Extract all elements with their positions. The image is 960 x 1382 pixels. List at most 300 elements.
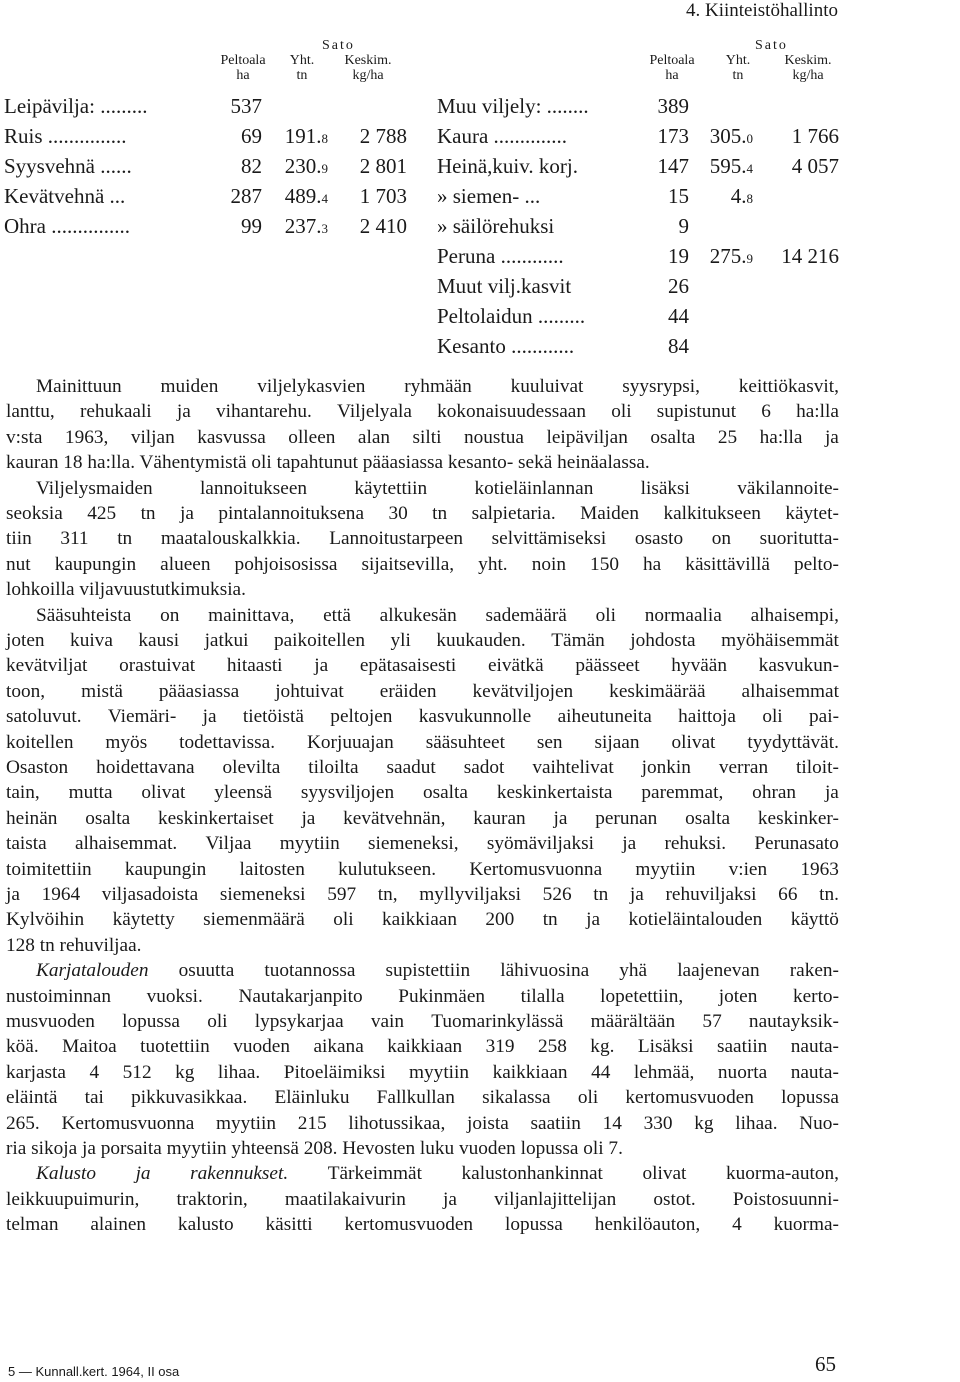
crop-label: Leipävilja: ......... [4, 94, 148, 118]
word: Nautakarjanpito [238, 985, 363, 1007]
word: ja [553, 807, 568, 829]
yht-integer: 237. [284, 214, 322, 238]
word: eläintä [6, 1087, 58, 1109]
word: mainittava, [208, 604, 295, 626]
word: Maitoa [62, 1036, 117, 1058]
word: rehukaali [79, 401, 152, 423]
word: kertomusvuoden [344, 1214, 474, 1236]
text-line [6, 1212, 839, 1237]
col-peltoala-heading [642, 53, 702, 83]
yht-integer: 305. [709, 124, 747, 148]
word: normaalia [644, 604, 722, 626]
peltoala-value: 537 [230, 94, 262, 118]
word: 30 [388, 503, 408, 524]
col-keskim-heading [778, 53, 838, 83]
word: eivätkä [487, 655, 544, 677]
word: kasvussa [197, 426, 266, 448]
word: 258 [537, 1036, 567, 1058]
word: keskinkertaiset [157, 807, 274, 829]
word: ja [202, 706, 217, 728]
yht-value [683, 241, 753, 274]
text-line [6, 653, 839, 678]
word: kuorma-auton, [725, 1163, 839, 1185]
word: ja [824, 426, 839, 448]
word: oli [207, 1011, 228, 1032]
running-header: 4. Kiinteistöhallinto [686, 0, 838, 21]
word: olivat [642, 1163, 687, 1185]
word: sääsuhteet [425, 731, 505, 753]
word: Mainittuun [36, 376, 122, 397]
crop-label: Kesanto ............ [437, 334, 575, 358]
yht-decimal: 3 [321, 221, 328, 236]
word: karjasta [6, 1061, 66, 1083]
yht-decimal: 0 [746, 131, 753, 146]
word: nauta- [790, 1061, 839, 1083]
word: tuotettiin [140, 1036, 210, 1058]
word: myllyviljaksi [419, 884, 522, 905]
word: yht. [478, 553, 508, 575]
word: oli [611, 401, 632, 423]
word: sijaan [594, 731, 640, 753]
word: oli [577, 1087, 599, 1109]
word: myytiin [216, 1112, 276, 1134]
word: 265. [6, 1112, 40, 1134]
word: v:ien [728, 858, 768, 880]
text-line [6, 1009, 839, 1034]
text-line [6, 831, 839, 856]
crop-label: Muu viljely: ........ [437, 94, 589, 118]
word: tn [432, 503, 448, 524]
text-line [6, 730, 839, 755]
word: myös [105, 731, 148, 753]
word: Kalusto [36, 1163, 96, 1185]
word: vuoden [233, 1036, 290, 1058]
word: koitellen [6, 731, 74, 753]
line-text: 128 tn rehuviljaa. [6, 934, 142, 956]
word: 4 [732, 1214, 742, 1236]
word: kevätviljojen [472, 680, 574, 702]
word: kuuluivat [510, 376, 584, 397]
word: ha:lla [796, 401, 839, 423]
table-row [0, 241, 960, 271]
text-line [6, 628, 839, 653]
col-yht-heading [716, 53, 760, 83]
word: noin [531, 553, 566, 575]
word: 200 [485, 909, 515, 931]
crop-label: Peltolaidun ......... [437, 304, 586, 328]
word: laitosten [239, 858, 305, 880]
word: ja [586, 909, 601, 931]
word: paremmat, [641, 782, 724, 804]
word: tuotannossa [264, 960, 356, 982]
word: noustua [463, 426, 524, 448]
crop-label: » siemen- ... [437, 184, 541, 208]
word: saadut [386, 757, 436, 778]
text-line [6, 679, 839, 704]
peltoala-value: 44 [668, 304, 689, 328]
word: yleensä [214, 782, 273, 804]
word: että [323, 604, 351, 626]
yht-value [683, 151, 753, 184]
word: kuiva [70, 630, 113, 651]
word: kevätvehnän, [343, 807, 446, 829]
col-peltoala-title: Peltoala [220, 53, 266, 68]
word: tn, [377, 884, 398, 905]
text-line [6, 399, 839, 424]
yht-integer: 230. [284, 154, 322, 178]
word: Korjuuajan [306, 731, 394, 753]
word: supistunut [656, 401, 737, 423]
word: ja [176, 401, 191, 423]
word: kulutukseen. [338, 858, 437, 880]
word: aiheutuneita [557, 706, 652, 728]
word: 66 [778, 884, 798, 905]
word: tn [593, 884, 609, 905]
table-row [0, 211, 960, 241]
word: Viljelyala [337, 401, 412, 423]
word: ja [629, 884, 644, 905]
word: Kertomusvuonna [469, 858, 603, 880]
word: oli [333, 909, 354, 931]
col-yht-heading [280, 53, 324, 83]
col-yht-title: Yht. [725, 53, 751, 68]
text-line [6, 1085, 839, 1110]
col-yht-unit: tn [732, 68, 744, 83]
line-text: kauran 18 ha:lla. Vähentymistä oli tapahtunut pääasiassa kesanto- sekä heinäalassa. [6, 452, 650, 474]
word: Viemäri- [107, 706, 177, 728]
peltoala-value: 389 [657, 94, 689, 118]
word: saatiin [530, 1112, 581, 1134]
word: Viljaa [205, 833, 252, 855]
word: tilalla [520, 985, 565, 1007]
word: todettavissa. [179, 731, 276, 753]
word: nuorta [717, 1061, 768, 1083]
word: osuutta [178, 960, 235, 982]
word: viljan [130, 426, 175, 448]
word: tn [117, 528, 133, 550]
word: maatilakaivurin [284, 1188, 406, 1210]
word: rehuksi. [664, 833, 727, 855]
word: osalta [685, 807, 731, 829]
word: alhaisemmat. [74, 833, 178, 855]
word: haittoja [678, 706, 736, 728]
yht-decimal: 9 [321, 161, 328, 176]
word: eräiden [379, 680, 437, 702]
word: 319 [485, 1036, 515, 1058]
text-line [6, 1060, 839, 1085]
word: tain, [6, 782, 40, 804]
word: lisäksi [640, 477, 690, 499]
word: taista [6, 833, 47, 855]
word: leipäviljan [546, 426, 628, 448]
word: 425 [87, 503, 117, 524]
yht-value [683, 121, 753, 154]
word: hitaasti [226, 655, 283, 677]
word: ohran [752, 782, 797, 804]
word: tai [84, 1087, 104, 1109]
word: orastuivat [119, 655, 196, 677]
word: yhä [619, 960, 648, 982]
text-line [6, 984, 839, 1009]
word: sademäärä [485, 604, 567, 626]
text-line [6, 577, 839, 602]
word: 512 [122, 1061, 152, 1083]
word: kauran [473, 807, 526, 829]
yht-decimal: 9 [746, 251, 753, 266]
word: käsittävillä [685, 553, 770, 575]
col-keskim-unit: kg/ha [792, 68, 824, 83]
peltoala-value: 15 [668, 184, 689, 208]
word: määrältään [590, 1011, 676, 1032]
word: salpietaria. [471, 503, 556, 524]
word: kaupungin [124, 858, 207, 880]
word: lopussa [122, 1011, 180, 1032]
word: leikkuupuimurin, [6, 1188, 140, 1210]
table-row [0, 151, 960, 181]
sato-heading: Sato [322, 38, 355, 53]
word: tn. [819, 884, 839, 905]
word: lopussa [504, 1214, 563, 1236]
line-text: ria sikoja ja porsaita myytiin yhteensä 208. Hevosten luku vuoden lopussa oli 7. [6, 1138, 623, 1159]
word: tn [542, 909, 558, 931]
word: kalusto [177, 1214, 234, 1236]
col-peltoala-unit: ha [236, 68, 250, 83]
word: syysviljojen [300, 782, 395, 804]
crop-label: Ohra ............... [4, 214, 130, 238]
word: pintalannoituksena [218, 503, 365, 524]
word: Lisäksi [637, 1036, 694, 1058]
word: tn [140, 503, 156, 524]
text-line [6, 501, 839, 526]
word: hyvään [671, 655, 727, 677]
word: osalta [422, 782, 468, 804]
line-text: lohkoilla viljavuustutkimuksia. [6, 579, 246, 601]
word: nustoiminnan [6, 985, 111, 1007]
word: käyttö [790, 909, 839, 931]
word: Fallkullan [376, 1087, 455, 1109]
col-peltoala-title: Peltoala [649, 53, 695, 68]
word: epätasaisesti [359, 655, 457, 677]
word: 215 [297, 1112, 327, 1134]
word: johdosta [630, 630, 696, 651]
word: kuorma- [773, 1214, 839, 1236]
word: on [160, 604, 180, 626]
word: 1963 [800, 858, 839, 880]
word: keskimäärää [609, 680, 706, 702]
text-line [36, 1161, 839, 1186]
word: keittiökasvit, [738, 376, 839, 397]
text-line [6, 857, 839, 882]
word: kasvukun- [758, 655, 839, 677]
word: Tärkeimmät [327, 1163, 422, 1185]
word: Karjatalouden [36, 960, 149, 982]
word: lanttu, [6, 401, 55, 423]
yht-integer: 275. [709, 244, 747, 268]
word: satoluvut. [6, 706, 82, 728]
crop-label: » säilörehuksi [437, 214, 555, 238]
word: toimitettiin [6, 858, 92, 880]
yht-decimal: 8 [746, 191, 753, 206]
text-line [6, 1136, 839, 1161]
col-yht-unit: tn [296, 68, 308, 83]
word: ostot. [653, 1188, 696, 1210]
word: jatkui [204, 630, 249, 651]
word: sikalassa [482, 1087, 551, 1109]
word: alhaisemmat [741, 680, 839, 702]
word: raken- [789, 960, 839, 982]
yht-decimal: 4 [746, 161, 753, 176]
word: saatiin [716, 1036, 768, 1058]
word: Viljelysmaiden [36, 477, 153, 499]
text-line [6, 755, 839, 780]
word: sen [536, 731, 563, 753]
word: olivat [141, 782, 186, 804]
word: sijaitsevilla, [361, 553, 455, 575]
word: sadot [463, 757, 505, 778]
peltoala-value: 84 [668, 334, 689, 358]
word: kaikkiaan [382, 909, 457, 931]
word: suoritutta- [759, 528, 839, 550]
word: viljanlajittelijan [494, 1188, 617, 1210]
word: mistä [81, 680, 123, 702]
word: kokonaisuudessaan [437, 401, 586, 423]
word: vain [370, 1011, 405, 1032]
word: ja [135, 1163, 151, 1185]
peltoala-value: 99 [241, 214, 262, 238]
word: hoidettavana [96, 757, 195, 778]
footer-publication: 5 — Kunnall.kert. 1964, II osa [8, 1364, 180, 1379]
word: osalta [85, 807, 131, 829]
crop-label: Kaura .............. [437, 124, 568, 148]
word: päässeet [575, 655, 640, 677]
keskim-value: 1 766 [791, 124, 839, 148]
word: laajenevan [677, 960, 760, 982]
peltoala-value: 147 [657, 154, 689, 178]
word: lopussa [781, 1087, 839, 1109]
yht-decimal: 8 [321, 131, 328, 146]
word: 4 [89, 1061, 100, 1083]
word: olevilta [222, 757, 281, 778]
word: jonkin [641, 757, 691, 778]
word: pai- [809, 706, 839, 728]
word: ja [314, 655, 329, 677]
word: on [711, 528, 732, 550]
word: käsitti [265, 1214, 313, 1236]
word: Pitoeläimiksi [283, 1061, 386, 1083]
word: Pukinmäen [398, 985, 486, 1007]
word: alkukesän [379, 604, 457, 626]
word: nauta- [790, 1036, 839, 1058]
keskim-value: 14 216 [781, 244, 839, 268]
word: 6 [761, 401, 771, 423]
word: myytiin [279, 833, 340, 855]
text-line [36, 603, 839, 628]
word: ha [643, 553, 662, 575]
word: Eläinluku [274, 1087, 350, 1109]
word: mutta [68, 782, 113, 804]
peltoala-value: 69 [241, 124, 262, 148]
word: väkilannoite- [737, 477, 839, 499]
table-row [0, 181, 960, 211]
crop-label: Ruis ............... [4, 124, 127, 148]
word: siemenmäärä [203, 909, 305, 931]
word: kaikkiaan [492, 1061, 568, 1083]
word: ha:lla [759, 426, 803, 448]
sato-heading: Sato [755, 38, 788, 53]
word: verran [718, 757, 769, 778]
text-line [6, 933, 839, 958]
text-line [6, 1111, 839, 1136]
word: Osaston [6, 757, 69, 778]
word: nut [6, 553, 31, 575]
word: lähivuosina [500, 960, 590, 982]
word: pohjoisosissa [234, 553, 338, 575]
word: Maiden [580, 503, 639, 524]
table-row [0, 91, 960, 121]
text-line [36, 958, 839, 983]
peltoala-value: 82 [241, 154, 262, 178]
crop-label: Muut vilj.kasvit [437, 274, 572, 298]
text-line [6, 1187, 839, 1212]
peltoala-value: 26 [668, 274, 689, 298]
word: kevätviljat [6, 655, 88, 677]
word: kotieläinlannan [474, 477, 594, 499]
peltoala-value: 19 [668, 244, 689, 268]
word: lihaa. [735, 1112, 778, 1134]
word: kerto- [792, 985, 839, 1007]
word: kasvukunnolle [418, 706, 532, 728]
word: Kertomusvuonna [61, 1112, 195, 1134]
table-row [0, 301, 960, 331]
word: alueen [160, 553, 211, 575]
word: vihantarehu. [216, 401, 312, 423]
word: köä. [6, 1036, 39, 1058]
word: 150 [590, 553, 619, 575]
word: 44 [591, 1061, 611, 1083]
word: ja [622, 833, 637, 855]
word: osasto [634, 528, 684, 550]
peltoala-value: 173 [657, 124, 689, 148]
word: yli [390, 630, 411, 651]
yht-decimal: 4 [321, 191, 328, 206]
text-line [6, 704, 839, 729]
text-line [6, 552, 839, 577]
word: joten [6, 630, 45, 651]
word: kalustonhankinnat [461, 1163, 603, 1185]
word: ja [824, 782, 839, 804]
word: seoksia [6, 503, 63, 524]
crop-label: Syysvehnä ...... [4, 154, 132, 178]
word: alainen [90, 1214, 147, 1236]
word: heinän [6, 807, 58, 829]
word: v:sta [6, 426, 43, 448]
word: tiloit- [796, 757, 839, 778]
table-row [0, 331, 960, 361]
word: kertomusvuoden [625, 1087, 754, 1109]
word: lihaa. [217, 1061, 261, 1083]
word: lannoitukseen [199, 477, 308, 499]
keskim-value: 1 703 [359, 184, 407, 208]
word: pelto- [793, 553, 839, 575]
yht-integer: 489. [284, 184, 322, 208]
word: selvittämiseksi [491, 528, 607, 550]
word: 25 [717, 426, 738, 448]
word: Kylvöihin [6, 909, 85, 931]
word: käytet- [785, 503, 839, 524]
text-line [36, 374, 839, 399]
peltoala-value: 9 [678, 214, 689, 238]
text-line [6, 780, 839, 805]
